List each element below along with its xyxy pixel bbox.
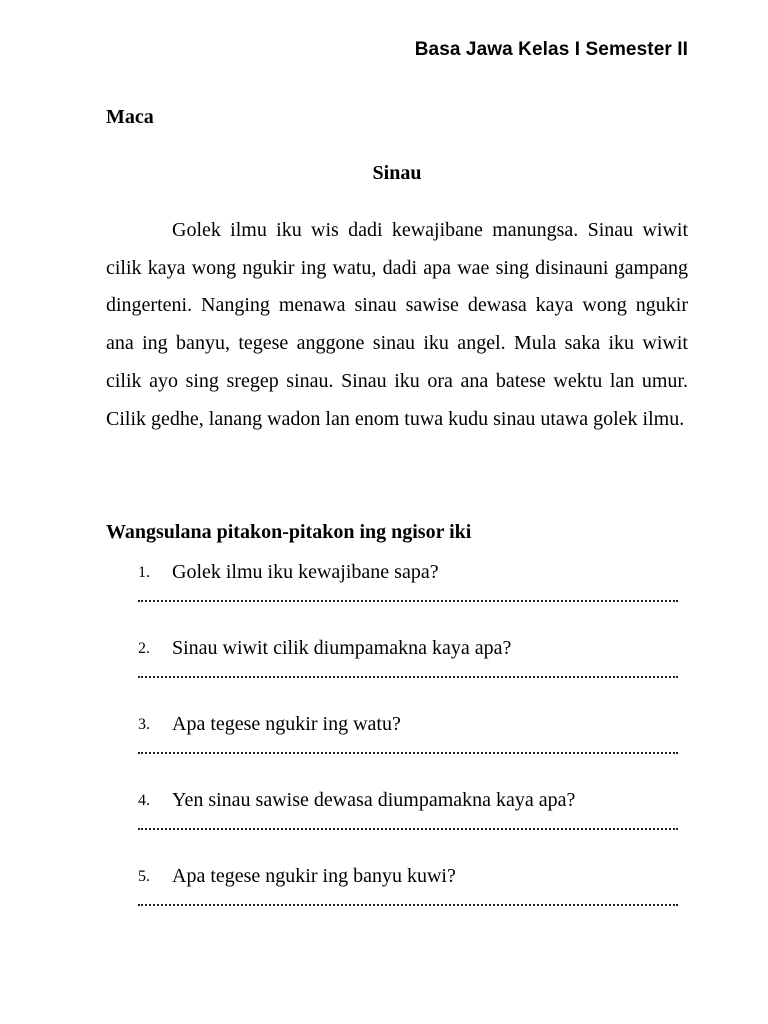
- question-item: [106, 786, 688, 862]
- question-text: Yen sinau sawise dewasa diumpamakna kaya apa?: [172, 789, 576, 811]
- question-item: [106, 558, 688, 634]
- question-text: Apa tegese ngukir ing watu?: [172, 713, 401, 735]
- reading-paragraph: Golek ilmu iku wis dadi kewajibane manungsa. Sinau wiwit cilik kaya wong ngukir ing watu, dadi apa wae sing disinauni gampang dingerteni. Nanging menawa sinau sawise dewasa kaya wong ngukir ana ing banyu, tegese anggone sinau iku angel. Mula saka iku wiwit cilik ayo sing sregep sinau. Sinau iku ora ana batese wektu lan umur. Cilik gedhe, lanang wadon lan enom tuwa kudu sinau utawa golek ilmu.: [106, 219, 688, 430]
- answer-dotted-line[interactable]: [138, 902, 678, 906]
- question-item: [106, 710, 688, 786]
- question-number: 2.: [138, 640, 150, 657]
- answer-dotted-line[interactable]: [138, 750, 678, 754]
- questions-heading: Wangsulana pitakon-pitakon ing ngisor iki: [106, 521, 472, 543]
- question-number: 4.: [138, 792, 150, 809]
- question-text: Apa tegese ngukir ing banyu kuwi?: [172, 865, 456, 887]
- page-header-title: Basa Jawa Kelas I Semester II: [414, 39, 688, 60]
- question-item: [106, 634, 688, 710]
- question-number: 3.: [138, 716, 150, 733]
- answer-dotted-line[interactable]: [138, 674, 678, 678]
- answer-dotted-line[interactable]: [138, 826, 678, 830]
- answer-dotted-line[interactable]: [138, 598, 678, 602]
- reading-title: Sinau: [372, 162, 422, 184]
- question-item: [106, 862, 688, 938]
- question-number: 1.: [138, 564, 150, 581]
- question-text: Sinau wiwit cilik diumpamakna kaya apa?: [172, 637, 512, 659]
- questions-list: [106, 558, 688, 938]
- question-text: Golek ilmu iku kewajibane sapa?: [172, 561, 439, 583]
- question-number: 5.: [138, 868, 150, 885]
- section-label: Maca: [106, 106, 154, 128]
